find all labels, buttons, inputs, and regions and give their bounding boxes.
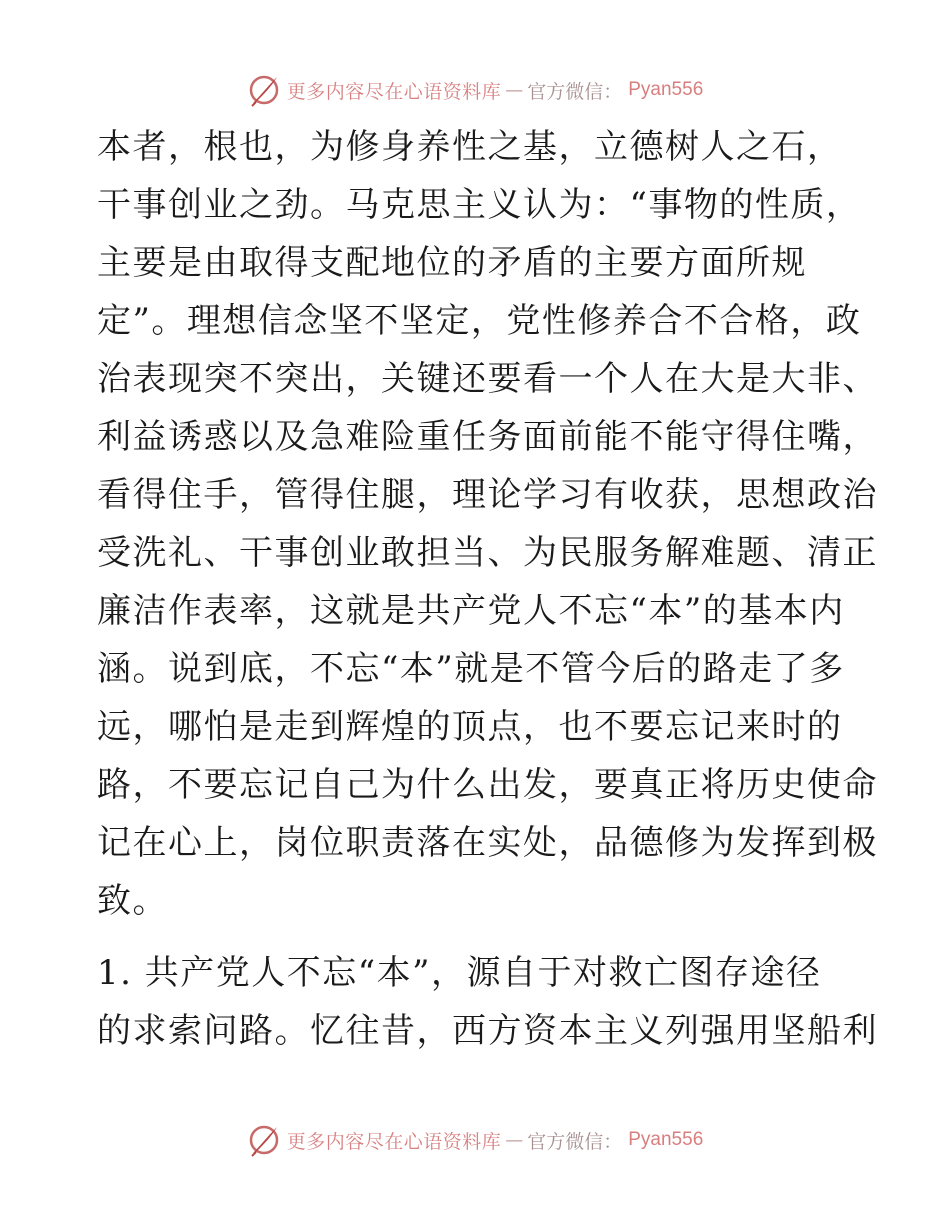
document-body bbox=[97, 118, 878, 1060]
text-line: 记在心上，岗位职责落在实处，品德修为发挥到极 bbox=[97, 823, 878, 863]
watermark-text: 更多内容尽在心语资料库 bbox=[286, 80, 502, 103]
text-line: 主要是由取得支配地位的矛盾的主要方面所规 bbox=[97, 243, 807, 283]
text-line: 受洗礼、干事创业敢担当、为民服务解难题、清正 bbox=[97, 533, 878, 573]
paragraph-2 bbox=[97, 944, 878, 1060]
text-line: 1. 共产党人不忘“本”，源自于对救亡图存途径 bbox=[97, 953, 822, 993]
text-line: 看得住手，管得住腿，理论学习有收获，思想政治 bbox=[97, 475, 878, 515]
text-line: 廉洁作表率，这就是共产党人不忘“本”的基本内 bbox=[97, 591, 845, 631]
watermark-footer bbox=[0, 1120, 950, 1160]
text-line: 利益诱惑以及急难险重任务面前能不能守得住嘴， bbox=[97, 417, 878, 457]
text-line: 治表现突不突出，关键还要看一个人在大是大非、 bbox=[97, 359, 878, 399]
text-line: 的求索问路。忆往昔，西方资本主义列强用坚船利 bbox=[97, 1011, 878, 1051]
text-line: 定”。理想信念坚不坚定，党性修养合不合格，政 bbox=[97, 301, 862, 341]
watermark-wechat-id: Pyan556 bbox=[628, 79, 704, 100]
feather-pen-circle-icon bbox=[247, 1123, 281, 1157]
watermark-dash: — bbox=[505, 1129, 524, 1151]
watermark-wechat-label: 官方微信： bbox=[527, 1130, 623, 1153]
watermark-wechat-label: 官方微信： bbox=[527, 80, 623, 103]
feather-pen-circle-icon bbox=[247, 73, 281, 107]
text-line: 涵。说到底，不忘“本”就是不管今后的路走了多 bbox=[97, 649, 845, 689]
watermark-text: 更多内容尽在心语资料库 bbox=[286, 1130, 502, 1153]
watermark-dash: — bbox=[505, 79, 524, 101]
text-line: 本者，根也，为修身养性之基，立德树人之石， bbox=[97, 127, 843, 167]
text-line: 远，哪怕是走到辉煌的顶点，也不要忘记来时的 bbox=[97, 707, 843, 747]
watermark-header bbox=[0, 70, 950, 110]
text-line: 干事创业之劲。马克思主义认为：“事物的性质， bbox=[97, 185, 862, 225]
watermark-wechat-id: Pyan556 bbox=[628, 1129, 704, 1150]
text-line: 致。 bbox=[97, 881, 168, 921]
text-line: 路，不要忘记自己为什么出发，要真正将历史使命 bbox=[97, 765, 878, 805]
paragraph-1 bbox=[97, 118, 878, 930]
